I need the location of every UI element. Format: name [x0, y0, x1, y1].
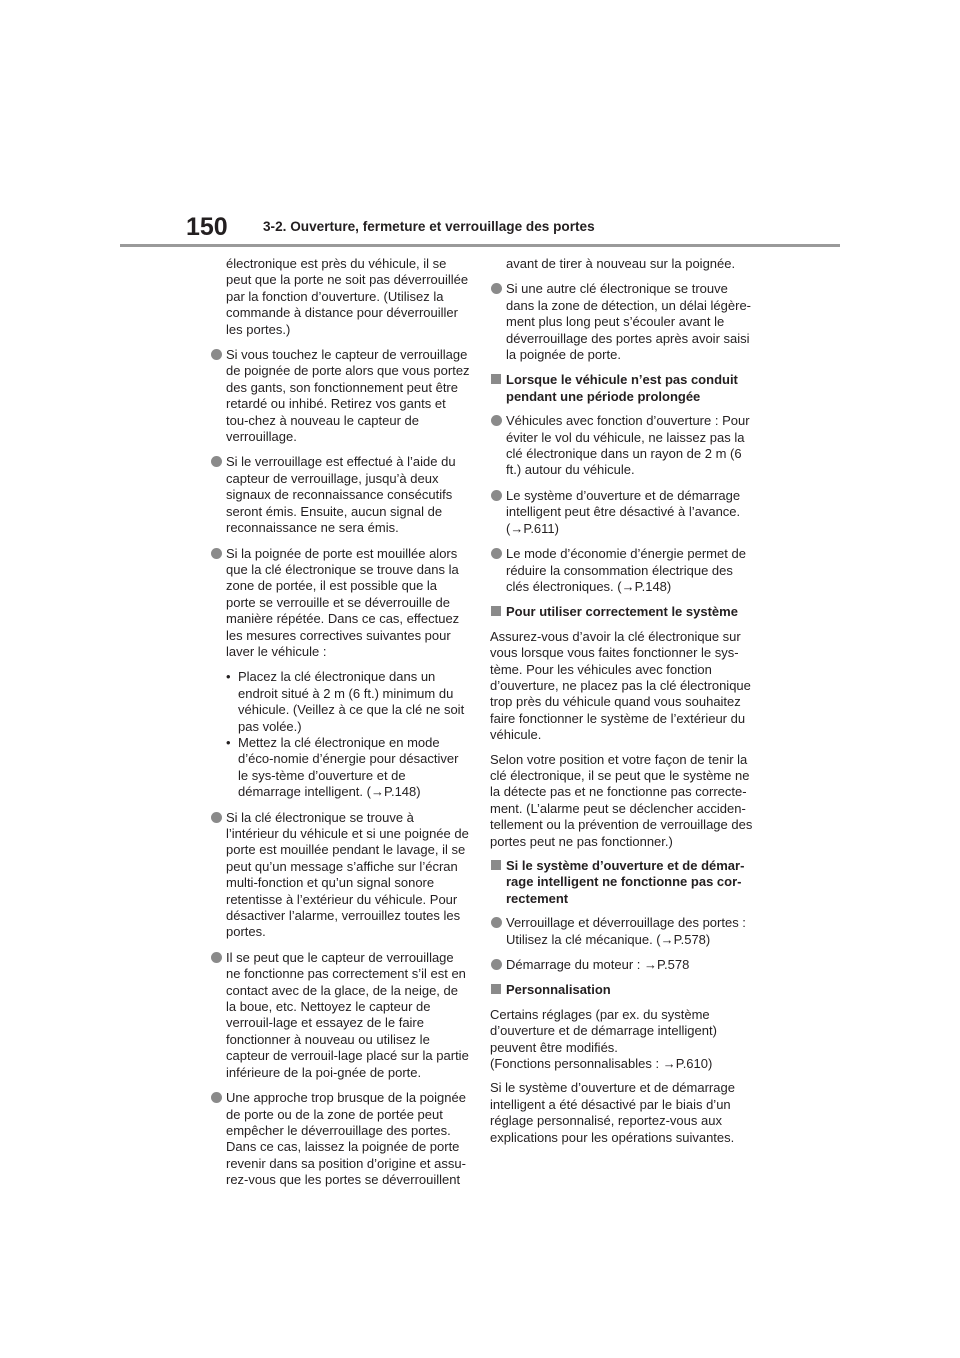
list-item — [490, 281, 755, 363]
section-heading — [490, 372, 755, 405]
section-heading — [490, 858, 755, 907]
continuation-text: avant de tirer à nouveau sur la poignée. — [506, 256, 736, 271]
bullet-icon — [211, 349, 222, 360]
paragraph: (Fonctions personnalisables : →P.610) — [490, 1056, 713, 1072]
list-item-text: Il se peut que le capteur de verrouillage ne fonctionne pas correctement s’il est en contact avec de la glace, de la neige, de la boue, etc. Nettoyez le capteur de verrouil-lage et essayez de le faire fonctionner à nouveau ou utilisez le capteur de verrouil-lage placé sur la partie inférieure de la poi-gnée de porte. — [226, 949, 469, 1080]
left-column — [210, 256, 470, 1198]
list-item-text: Une approche trop brusque de la poignée de porte ou de la zone de portée peut empêcher le déverrouillage des portes. Dans ce cas, laissez la poignée de porte revenir dans sa position d’origine et assu-rez-vous que les portes se déverrouillent — [226, 1090, 466, 1188]
list-item — [490, 915, 755, 948]
intro-continuation: électronique est près du véhicule, il se peut que la porte ne soit pas déverrouillée par la fonction d’ouverture. (Utilisez la commande à distance pour déverrouiller les portes.) — [226, 256, 469, 337]
heading-text: Pour utiliser correctement le système — [506, 604, 738, 620]
list-item-text: Si vous touchez le capteur de verrouillage de poignée de porte alors que vous portez des gants, son fonctionnement peut être retardé ou inhibé. Retirez vos gants et tou-chez à nouveau le capteur de verrouillage. — [226, 347, 470, 445]
list-item — [210, 810, 470, 941]
list-item — [490, 413, 755, 479]
section-heading — [490, 604, 755, 620]
list-item — [490, 488, 755, 537]
heading-marker-icon — [491, 606, 501, 616]
list-item-text: Si une autre clé électronique se trouve dans la zone de détection, un délai légère-ment plus long peut s’écouler avant le déverrouillage des portes après avoir saisi la poignée de porte. — [506, 281, 752, 363]
bullet-icon — [491, 490, 502, 501]
heading-marker-icon — [491, 374, 501, 384]
heading-text: Personnalisation — [506, 982, 611, 998]
paragraph: Assurez-vous d’avoir la clé électronique sur vous lorsque vous faites fonctionner le sys-tème. Pour les véhicules avec fonction d’ouverture, ne placez pas la clé électronique trop près du véhicule quand vous souhaitez faire fonctionner le système de l’extérieur du véhicule. — [490, 628, 751, 743]
list-item-text: Le mode d’économie d’énergie permet de réduire la consommation électrique des clés électroniques. (→P.148) — [506, 546, 746, 594]
list-item — [490, 546, 755, 595]
sub-list-item-text: Mettez la clé électronique en mode d’éco-nomie d’énergie pour désactiver le sys-tème d’ouverture et de démarrage intelligent. (→P.148) — [238, 734, 459, 800]
list-item — [210, 950, 470, 1081]
list-item-text: Le système d’ouverture et de démarrage intelligent peut être désactivé à l’avance. (→P.611) — [506, 487, 741, 536]
heading-marker-icon — [491, 860, 501, 870]
section-title: 3-2. Ouverture, fermeture et verrouillage des portes — [263, 219, 595, 234]
bullet-icon — [491, 283, 502, 294]
paragraph: Certains réglages (par ex. du système d’ouverture et de démarrage intelligent) peuvent être modifiés. — [490, 1006, 717, 1055]
list-item-text: Véhicules avec fonction d’ouverture : Pour éviter le vol du véhicule, ne laissez pas la clé électronique dans un rayon de 2 m (6 ft.) autour du véhicule. — [506, 413, 750, 478]
page-number: 150 — [186, 213, 228, 241]
dash-icon: • — [226, 734, 231, 750]
heading-text: Si le système d’ouverture et de démar-rage intelligent ne fonctionne pas cor-rectement — [506, 858, 745, 906]
list-item — [210, 454, 470, 536]
heading-marker-icon — [491, 984, 501, 994]
list-item-text: Démarrage du moteur : →P.578 — [506, 957, 690, 973]
sub-list-item — [210, 735, 470, 801]
list-item-text: Verrouillage et déverrouillage des portes : Utilisez la clé mécanique. (→P.578) — [506, 915, 746, 947]
bullet-icon — [211, 952, 222, 963]
bullet-icon — [211, 456, 222, 467]
list-item — [210, 546, 470, 661]
list-item — [210, 347, 470, 445]
list-item-text: Si le verrouillage est effectué à l’aide du capteur de verrouillage, jusqu’à deux signaux de reconnaissance consécutifs seront émis. Ensuite, aucun signal de reconnaissance ne sera émis. — [226, 454, 456, 536]
paragraph: Selon votre position et votre façon de tenir la clé électronique, il se peut que le système ne la détecte pas et ne fonctionne pas correcte-ment. (L’alarme peut se déclencher acciden-tellement ou la prévention de verrouillage des portes peut ne pas fonctionner.) — [490, 751, 753, 849]
paragraph: Si le système d’ouverture et de démarrage intelligent a été désactivé par le biais d’un réglage personnalisé, reportez-vous aux explications pour les opérations suivantes. — [490, 1080, 735, 1145]
dash-icon: • — [226, 669, 231, 685]
bullet-icon — [211, 812, 222, 823]
bullet-icon — [211, 1092, 222, 1103]
sub-list-item — [210, 669, 470, 735]
bullet-icon — [491, 415, 502, 426]
section-heading — [490, 982, 755, 998]
list-item-text: Si la poignée de porte est mouillée alors que la clé électronique se trouve dans la zone de portée, il est possible que la porte se verrouille et se déverrouille de manière répétée. Dans ce cas, effectuez les mesures correctives suivantes pour laver le véhicule : — [226, 545, 460, 659]
bullet-icon — [491, 548, 502, 559]
bullet-icon — [491, 959, 502, 970]
list-item — [210, 1090, 470, 1188]
list-item — [490, 957, 755, 973]
right-column — [490, 256, 755, 1154]
list-item-text: Si la clé électronique se trouve à l’intérieur du véhicule et si une poignée de porte est mouillée pendant le lavage, il se peut qu’un message s’affiche sur l’écran multi-fonction et qu’un signal sonore retentisse à l’extérieur du véhicule. Pour désactiver l’alarme, verrouillez toutes les portes. — [226, 809, 469, 940]
header-divider — [120, 244, 840, 247]
heading-text: Lorsque le véhicule n’est pas conduit pendant une période prolongée — [506, 372, 738, 404]
bullet-icon — [491, 917, 502, 928]
bullet-icon — [211, 548, 222, 559]
sub-list-item-text: Placez la clé électronique dans un endroit situé à 2 m (6 ft.) minimum du véhicule. (Veillez à ce que la clé ne soit pas volée.) — [238, 669, 465, 734]
